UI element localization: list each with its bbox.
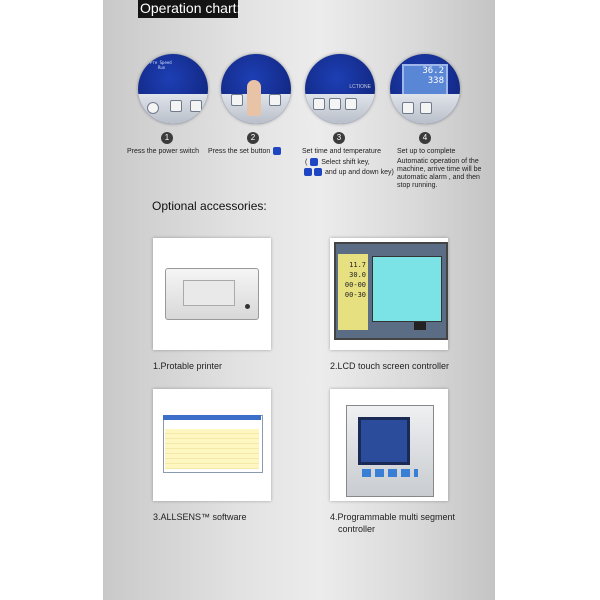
key-icon [345,98,357,110]
step-4-image [390,54,460,124]
step-3-sub1: ( Select shift key, [305,159,370,166]
accessory-4-caption [330,511,455,535]
up-key-icon [304,168,312,176]
lcd-value-1: 11.7 [349,261,366,269]
key-icon [313,98,325,110]
step-3-number: 3 [333,132,345,144]
step-1-label: Press the power switch [127,148,199,155]
step-1-image [138,54,208,124]
step-2-image [221,54,291,124]
lcd-controller-image [330,238,448,350]
finger-icon [247,80,261,116]
step-4-desc-3: automatic alarm , and then [397,174,480,181]
step-4-label: Set up to complete [397,148,456,155]
accessory-2-caption: 2.LCD touch screen controller [330,361,450,371]
content-panel [103,0,495,600]
display-value-top: 36.2 [422,66,444,76]
set-key-icon [273,147,281,155]
step-1-number: 1 [161,132,173,144]
step-3-image [305,54,375,124]
lcd-value-3: 00-00 [344,281,366,289]
step-4-desc-4: stop running. [397,182,438,189]
run-label: Run [158,65,166,70]
power-button-icon [147,102,159,114]
pre-speed-label: Pre Speed [150,60,172,65]
down-key-icon [314,168,322,176]
shift-key-icon [310,158,318,166]
step-2-label [208,147,282,156]
step-3-sub1-text: Select shift key, [321,159,370,166]
key-icon [402,102,414,114]
accessory-4-caption-line2: controller [338,524,376,534]
lcd-value-2: 30.0 [349,271,366,279]
accessory-3-caption: 3.ALLSENS™ software [153,512,247,522]
step-3-sub2 [303,168,394,177]
software-image [153,389,271,501]
operation-chart-title: Operation chart: [140,0,241,16]
key-icon [269,94,281,106]
key-icon [420,102,432,114]
display-value-bottom: 338 [427,76,444,86]
key-icon [190,100,202,112]
accessory-1-caption: 1.Protable printer [153,361,223,371]
step-3-sub2-text: and up and down key) [324,169,394,176]
accessories-title: Optional accessories: [152,199,267,213]
key-icon [329,98,341,110]
key-icon [170,100,182,112]
step-2-label-text: Press the set button [208,148,271,155]
accessory-4-caption-line1: 4.Programmable multi segment [330,512,456,522]
step-4-desc-2: machine, arrive time will be [397,166,482,173]
printer-image [153,238,271,350]
step-2-number: 2 [247,132,259,144]
lcd-value-4: 00-30 [344,291,366,299]
step-3-label: Set time and temperature [302,148,381,155]
step-4-desc-1: Automatic operation of the [397,158,479,165]
key-icon [231,94,243,106]
brand-label: LCTIONE [349,84,371,90]
step-4-number: 4 [419,132,431,144]
programmable-controller-image [330,389,448,501]
